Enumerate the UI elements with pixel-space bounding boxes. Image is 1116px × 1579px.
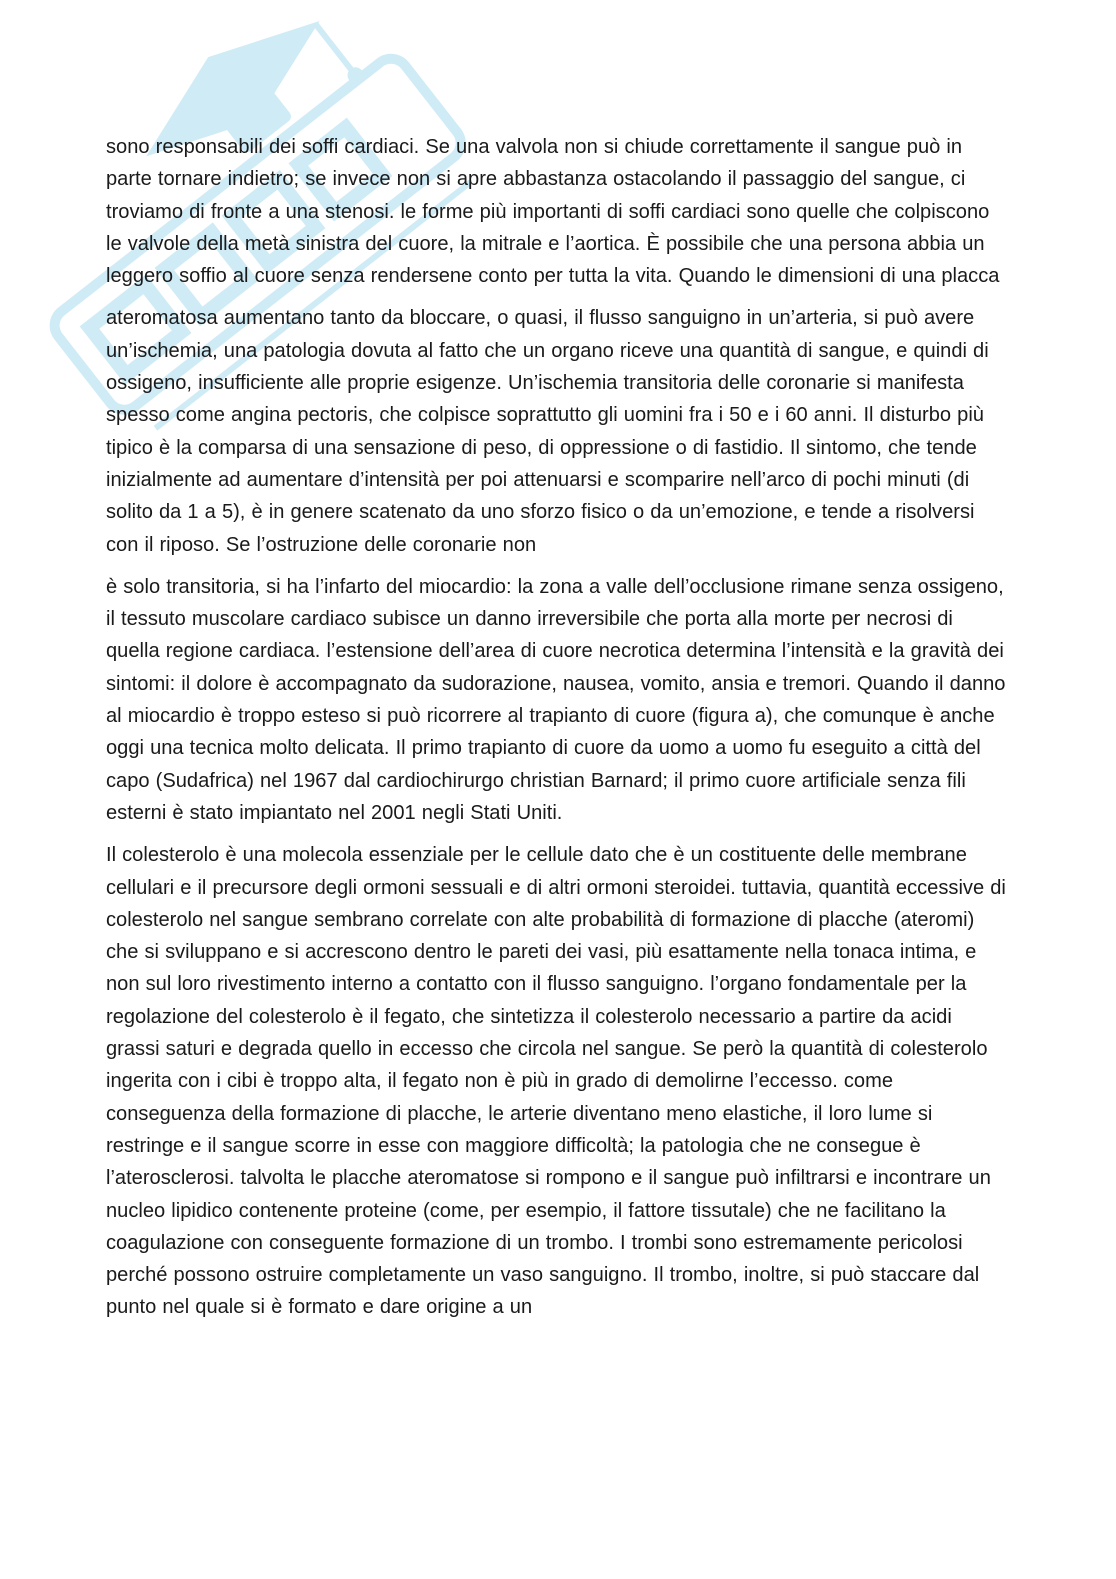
document-body — [106, 131, 1011, 1334]
paragraph-soffi-cardiaci: sono responsabili dei soffi cardiaci. Se una valvola non si chiude correttamente il sangue può in parte tornare indietro; se invece non si apre abbastanza ostacolando il passaggio del sangue, ci troviamo di fronte a una stenosi. le forme più importanti di soffi cardiaci sono quelle che colpiscono le valvole della metà sinistra del cuore, la mitrale e l’aortica. È possibile che una persona abbia un leggero soffio al cuore senza rendersene conto per tutta la vita. Quando le dimensioni di una placca — [106, 136, 1000, 288]
paragraph-infarto: è solo transitoria, si ha l’infarto del miocardio: la zona a valle dell’occlusione rimane senza ossigeno, il tessuto muscolare cardiaco subisce un danno irreversibile che porta alla morte per necrosi di quella regione cardiaca. l’estensione dell’area di cuore necrotica determina l’intensità e la gravità dei sintomi: il dolore è accompagnato da sudorazione, nausea, vomito, ansia e tremori. Quando il danno al miocardio è troppo esteso si può ricorrere al trapianto di cuore (figura a), che comunque è anche oggi una tecnica molto delicata. Il primo trapianto di cuore da uomo a uomo fu eseguito a città del capo (Sudafrica) nel 1967 dal cardiochirurgo christian Barnard; il primo cuore artificiale senza fili esterni è stato impiantato nel 2001 negli Stati Uniti. — [106, 575, 1006, 824]
paragraph-colesterolo: Il colesterolo è una molecola essenziale per le cellule dato che è un costituente delle membrane cellulari e il precursore degli ormoni sessuali e di altri ormoni steroidei. tuttavia, quantità eccessive di colesterolo nel sangue sembrano correlate con alte probabilità di formazione di placche (ateromi) che si sviluppano e si accrescono dentro le pareti dei vasi, più esattamente nella tonaca intima, e non sul loro rivestimento interno a contatto con il flusso sanguigno. l’organo fondamentale per la regolazione del colesterolo è il fegato, che sintetizza il colesterolo necessario a partire da acidi grassi saturi e degrada quello in eccesso che circola nel sangue. Se però la quantità di colesterolo ingerita con i cibi è troppo alta, il fegato non è più in grado di demolirne l’eccesso. come conseguenza della formazione di placche, le arterie diventano meno elastiche, il loro lume si restringe e il sangue scorre in esse con maggiore difficoltà; la patologia che ne consegue è l’aterosclerosi. talvolta le placche ateromatose si rompono e il sangue può infiltrarsi e incontrare un nucleo lipidico contenente proteine (come, per esempio, il fattore tissutale) che ne facilitano la coagulazione con conseguente formazione di un trombo. I trombi sono estremamente pericolosi perché possono ostruire completamente un vaso sanguigno. Il trombo, inoltre, si può staccare dal punto nel quale si è formato e dare origine a un — [106, 844, 1006, 1319]
paragraph-ischemia: ateromatosa aumentano tanto da bloccare, o quasi, il flusso sanguigno in un’arteria, si può avere un’ischemia, una patologia dovuta al fatto che un organo riceve una quantità di sangue, e quindi di ossigeno, insufficiente alle proprie esigenze. Un’ischemia transitoria delle coronarie si manifesta spesso come angina pectoris, che colpisce soprattutto gli uomini fra i 50 e i 60 anni. Il disturbo più tipico è la comparsa di una sensazione di peso, di oppressione o di fastidio. Il sintomo, che tende inizialmente ad aumentare d’intensità per poi attenuarsi e scomparire nell’arco di pochi minuti (di solito da 1 a 5), è in genere scatenato da uno sforzo fisico o da un’emozione, e tende a risolversi con il riposo. Se l’ostruzione delle coronarie non — [106, 307, 989, 556]
